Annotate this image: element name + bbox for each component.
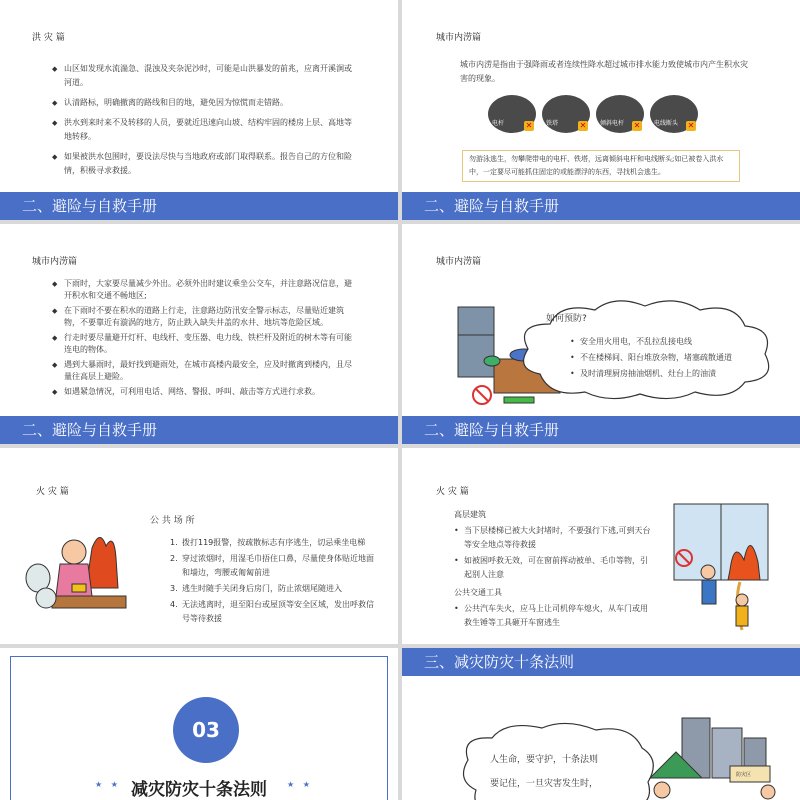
intro-text: 城市内涝是指由于强降雨或者连续性降水超过城市排水能力致使城市内产生积水灾害的现象。 xyxy=(460,60,748,83)
list-item xyxy=(170,582,380,596)
section-bar: 二、避险与自救手册 xyxy=(402,416,800,444)
icon-label: 铁塔 xyxy=(546,120,559,127)
list-item xyxy=(170,536,380,550)
section-bar: 二、避险与自救手册 xyxy=(402,192,800,220)
list-item: ◆ 行走时要尽量避开灯杆、电线杆、变压器、电力线、铁栏杆及附近的树木等有可能连电的物体。 xyxy=(52,332,352,356)
list-item: ◆ 如果被洪水包围时，要设法尽快与当地政府或部门取得联系。报告自己的方位和险情，积极寻求救援。 xyxy=(52,150,352,178)
item-number: 4. xyxy=(170,600,178,609)
item-number: 2. xyxy=(170,554,178,563)
item-number: 1. xyxy=(170,538,178,547)
rules-line: 要记住，一旦灾害发生时， xyxy=(490,779,599,789)
prevention-list xyxy=(570,334,770,382)
section-title: 火 灾 篇 xyxy=(36,487,69,497)
list-item: • 及时清理厨房抽油烟机、灶台上的油渍 xyxy=(570,366,770,382)
highrise-tips xyxy=(454,524,654,582)
list-item: ◆ 在下雨时不要在积水的道路上行走，注意路边防汛安全警示标志，尽量贴近建筑物，不要靠近有漩涡的地方，防止跌入缺失井盖的水井、地坑等危险区域。 xyxy=(52,305,352,329)
city-illustration xyxy=(642,708,792,800)
rules-line: 人生命，要守护，十条法则 xyxy=(490,755,599,765)
warning-box: 勿游泳逃生，勿攀爬带电的电杆、铁塔，远离倾斜电杆和电线断头;如已被卷入洪水中，一定要尽可能抓住固定的或能漂浮的东西，寻找机会逃生。 xyxy=(462,150,740,182)
flood-tips-list xyxy=(52,62,352,184)
icon-label: 电线断头 xyxy=(654,120,679,127)
list-item: • 如被困呼救无效，可在窗前挥动被单、毛巾等物，引起别人注意 xyxy=(454,554,654,582)
list-item: ◆ 山区如发现水流湍急、混浊及夹杂泥沙时，可能是山洪暴发的前兆，应离开溪涧或河道。 xyxy=(52,62,352,90)
list-item: • 公共汽车失火，应马上让司机停车熄火，从车门或用救生锤等工具砸开车窗逃生 xyxy=(454,602,654,630)
slanted-pole-icon: 倾斜电杆 ✕ xyxy=(596,95,644,133)
item-number: 3. xyxy=(170,584,178,593)
slide-flood xyxy=(0,0,398,220)
cover-card xyxy=(10,656,388,800)
star-decoration: ★ ★ xyxy=(287,780,313,789)
icon-label: 电杆 xyxy=(492,120,505,127)
list-item: • 不在楼梯间、阳台堆放杂物，堵塞疏散通道 xyxy=(570,350,770,366)
section-title: 洪 灾 篇 xyxy=(32,33,65,43)
window-escape-illustration xyxy=(664,500,774,636)
list-item xyxy=(170,552,380,580)
list-item: • 当下层楼梯已被大火封堵时，不要强行下逃,可到天台等安全地点等待救援 xyxy=(454,524,654,552)
broken-wire-icon: 电线断头 ✕ xyxy=(650,95,698,133)
power-pole-icon: 电杆 ✕ xyxy=(488,95,536,133)
slide-waterlogging-tips xyxy=(0,224,398,444)
section-title: 城市内涝篇 xyxy=(436,257,482,267)
item-text: 穿过浓烟时，用湿毛巾捂住口鼻，尽量使身体贴近地面和墙边，弯腰或匍匐前进 xyxy=(182,554,374,577)
item-text: 逃生时随手关闭身后房门，防止浓烟尾随进入 xyxy=(182,584,342,593)
list-item: • 安全用火用电，不乱拉乱接电线 xyxy=(570,334,770,350)
section-title: 城市内涝篇 xyxy=(436,33,482,43)
star-decoration: ★ ★ xyxy=(95,780,121,789)
section-bar: 三、减灾防灾十条法则 xyxy=(402,648,800,676)
subsection-title: 高层建筑 xyxy=(454,510,486,519)
item-text: 拨打119报警，按疏散标志有序逃生，切忌乘坐电梯 xyxy=(182,538,366,547)
list-item xyxy=(170,598,380,626)
sign-label: 防灾区 xyxy=(736,772,752,778)
section-bar: 二、避险与自救手册 xyxy=(0,416,398,444)
list-item: ◆ 下雨时，大家要尽量减少外出。必须外出时建议乘坐公交车，并注意路况信息，避开积水和交通不畅地区; xyxy=(52,278,352,302)
slide-prevention xyxy=(402,224,800,444)
pylon-icon: 铁塔 ✕ xyxy=(542,95,590,133)
section-title: 城市内涝篇 xyxy=(32,257,78,267)
slide-waterlogging-intro xyxy=(402,0,800,220)
icon-label: 倾斜电杆 xyxy=(600,120,625,127)
subsection-title: 公 共 场 所 xyxy=(150,516,195,526)
rules-text xyxy=(490,748,598,796)
chapter-number: 03 xyxy=(173,697,239,763)
transport-tips xyxy=(454,602,654,630)
hazard-icons xyxy=(488,95,698,133)
list-item: ◆ 遇到大暴雨时，最好找到避雨处，在城市高楼内最安全，应及时撤离到楼内，且尽量往高层上避险。 xyxy=(52,359,352,383)
item-text: 无法逃离时，退至阳台或屋顶等安全区域，发出呼救信号等待救援 xyxy=(182,600,374,623)
slide-ten-rules xyxy=(402,648,800,800)
section-bar: 二、避险与自救手册 xyxy=(0,192,398,220)
subsection-title: 公共交通工具 xyxy=(454,588,502,597)
chapter-title: 减灾防灾十条法则 xyxy=(131,780,267,800)
list-item: ◆ 如遇紧急情况，可利用电话、网络、警报、呼叫、敲击等方式进行求救。 xyxy=(52,386,352,398)
waterlogging-tips-list xyxy=(52,278,352,401)
fire-phone-illustration xyxy=(22,518,132,618)
section-title: 火 灾 篇 xyxy=(436,487,469,497)
slide-fire-building xyxy=(402,448,800,644)
slide-fire-public xyxy=(0,448,398,644)
public-fire-steps xyxy=(170,536,380,628)
slide-chapter-cover xyxy=(0,648,398,800)
cloud-title: 如何预防? xyxy=(546,314,587,324)
list-item: ◆ 认清路标，明确撤离的路线和目的地，避免因为惊慌而走错路。 xyxy=(52,96,352,110)
list-item: ◆ 洪水到来时来不及转移的人员，要就近迅速向山坡、结构牢固的楼房上层、高地等地转移。 xyxy=(52,116,352,144)
